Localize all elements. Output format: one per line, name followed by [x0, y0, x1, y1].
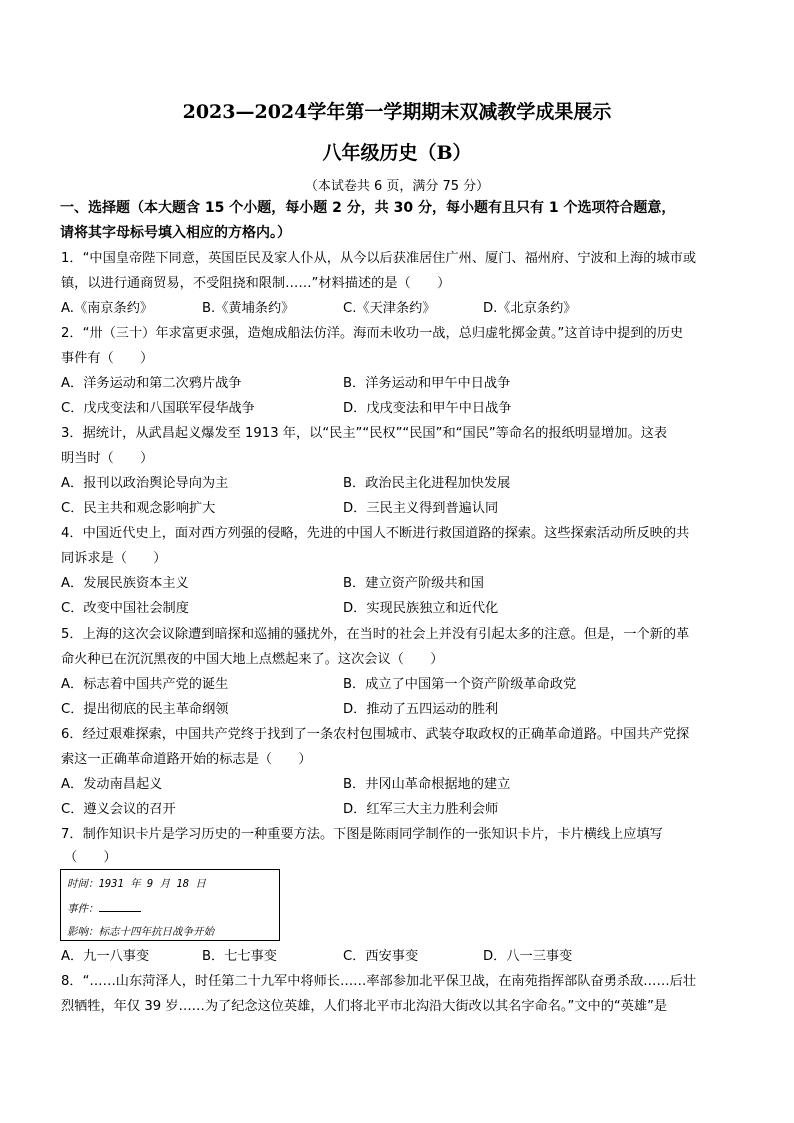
question-7-option-d[interactable]: D．八一三事变	[483, 949, 573, 964]
card-event-label: 事件：	[67, 903, 99, 915]
question-1-option-b[interactable]: B.《黄埔条约》	[202, 301, 295, 316]
question-7-option-a[interactable]: A．九一八事变	[61, 949, 150, 964]
question-5-option-c[interactable]: C．提出彻底的民主革命纲领	[61, 702, 229, 717]
question-3-option-a[interactable]: A．报刊以政治舆论导向为主	[61, 476, 229, 491]
exam-title: 2023—2024学年第一学期期末双减教学成果展示	[182, 101, 612, 123]
question-7-line-1: 7．制作知识卡片是学习历史的一种重要方法。下图是陈雨同学制作的一张知识卡片，卡片横线上应填写	[61, 827, 663, 842]
question-3-option-d[interactable]: D．三民主义得到普遍认同	[343, 501, 499, 516]
question-4-option-d[interactable]: D．实现民族独立和近代化	[343, 601, 499, 616]
question-5-option-d[interactable]: D．推动了五四运动的胜利	[343, 702, 499, 717]
question-4-option-b[interactable]: B．建立资产阶级共和国	[343, 576, 484, 591]
section-heading-line2: 请将其字母标号填入相应的方格内。）	[60, 225, 291, 241]
question-1-option-a[interactable]: A.《南京条约》	[61, 301, 154, 316]
question-2-option-c[interactable]: C．戊戌变法和八国联军侵华战争	[61, 401, 255, 416]
question-3-line-2: 明当时（ ）	[61, 451, 154, 466]
question-8-line-2: 烈牺牲，年仅 39 岁……为了纪念这位英雄，人们将北平市北沟沿大街改以其名字命名。”文中的“英雄”是	[61, 999, 668, 1014]
question-6-line-2: 索这一正确革命道路开始的标志是（ ）	[61, 752, 312, 767]
question-1-line-2: 镇，以进行通商贸易，不受阻挠和限制……”材料描述的是（ ）	[61, 276, 451, 291]
question-7-line-2: （ ）	[64, 850, 117, 865]
section-heading-line1: 一、选择题（本大题含 15 个小题，每小题 2 分，共 30 分，每小题有且只有 1 个选项符合题意，	[60, 200, 676, 216]
knowledge-card	[60, 869, 280, 941]
question-6-option-c[interactable]: C．遵义会议的召开	[61, 802, 176, 817]
question-2-line-1: 2．“卅（三十）年求富更求强，造炮成船法仿洋。海而未收功一战，总归虚牝掷金黄。”这首诗中提到的历史	[61, 326, 684, 341]
question-5-line-1: 5．上海的这次会议除遭到暗探和巡捕的骚扰外，在当时的社会上并没有引起太多的注意。但是，一个新的革	[61, 627, 690, 642]
card-event-blank	[99, 901, 141, 912]
question-6-line-1: 6．经过艰难探索，中国共产党终于找到了一条农村包围城市、武装夺取政权的正确革命道路。中国共产党探	[61, 727, 690, 742]
question-3-option-c[interactable]: C．民主共和观念影响扩大	[61, 501, 216, 516]
card-time: 时间：1931 年 9 月 18 日	[67, 878, 206, 890]
question-1-option-c[interactable]: C.《天津条约》	[343, 301, 436, 316]
exam-info: （本试卷共 6 页，满分 75 分）	[304, 179, 490, 194]
question-6-option-d[interactable]: D．红军三大主力胜利会师	[343, 802, 499, 817]
question-2-option-d[interactable]: D．戊戌变法和甲午中日战争	[343, 401, 512, 416]
question-3-option-b[interactable]: B．政治民主化进程加快发展	[343, 476, 511, 491]
question-4-line-1: 4．中国近代史上，面对西方列强的侵略，先进的中国人不断进行救国道路的探索。这些探索活动所反映的共	[61, 526, 690, 541]
question-6-option-b[interactable]: B．井冈山革命根据地的建立	[343, 777, 511, 792]
question-5-option-a[interactable]: A．标志着中国共产党的诞生	[61, 677, 229, 692]
question-2-option-a[interactable]: A．洋务运动和第二次鸦片战争	[61, 376, 242, 391]
card-event	[67, 901, 141, 916]
question-7-option-c[interactable]: C．西安事变	[343, 949, 419, 964]
question-3-line-1: 3．据统计，从武昌起义爆发至 1913 年，以“民主”“民权”“民国”和“国民”等命名的报纸明显增加。这表	[61, 426, 668, 441]
question-4-option-c[interactable]: C．改变中国社会制度	[61, 601, 189, 616]
question-4-option-a[interactable]: A．发展民族资本主义	[61, 576, 189, 591]
card-impact: 影响：标志十四年抗日战争开始	[67, 926, 214, 938]
exam-subtitle: 八年级历史（B）	[322, 142, 472, 164]
question-2-line-2: 事件有（ ）	[61, 351, 154, 366]
question-5-option-b[interactable]: B．成立了中国第一个资产阶级革命政党	[343, 677, 577, 692]
question-6-option-a[interactable]: A．发动南昌起义	[61, 777, 163, 792]
question-4-line-2: 同诉求是（ ）	[61, 551, 167, 566]
question-1-option-d[interactable]: D.《北京条约》	[483, 301, 577, 316]
question-7-option-b[interactable]: B．七七事变	[202, 949, 277, 964]
question-5-line-2: 命火种已在沉沉黑夜的中国大地上点燃起来了。这次会议（ ）	[61, 652, 444, 667]
question-2-option-b[interactable]: B．洋务运动和甲午中日战争	[343, 376, 511, 391]
question-8-line-1: 8．“……山东菏泽人，时任第二十九军中将师长……率部参加北平保卫战，在南苑指挥部队奋勇杀敌……后壮	[61, 974, 697, 989]
question-1-line-1: 1．“中国皇帝陛下同意，英国臣民及家人仆从，从今以后获准居住广州、厦门、福州府、宁波和上海的城市或	[61, 251, 697, 266]
